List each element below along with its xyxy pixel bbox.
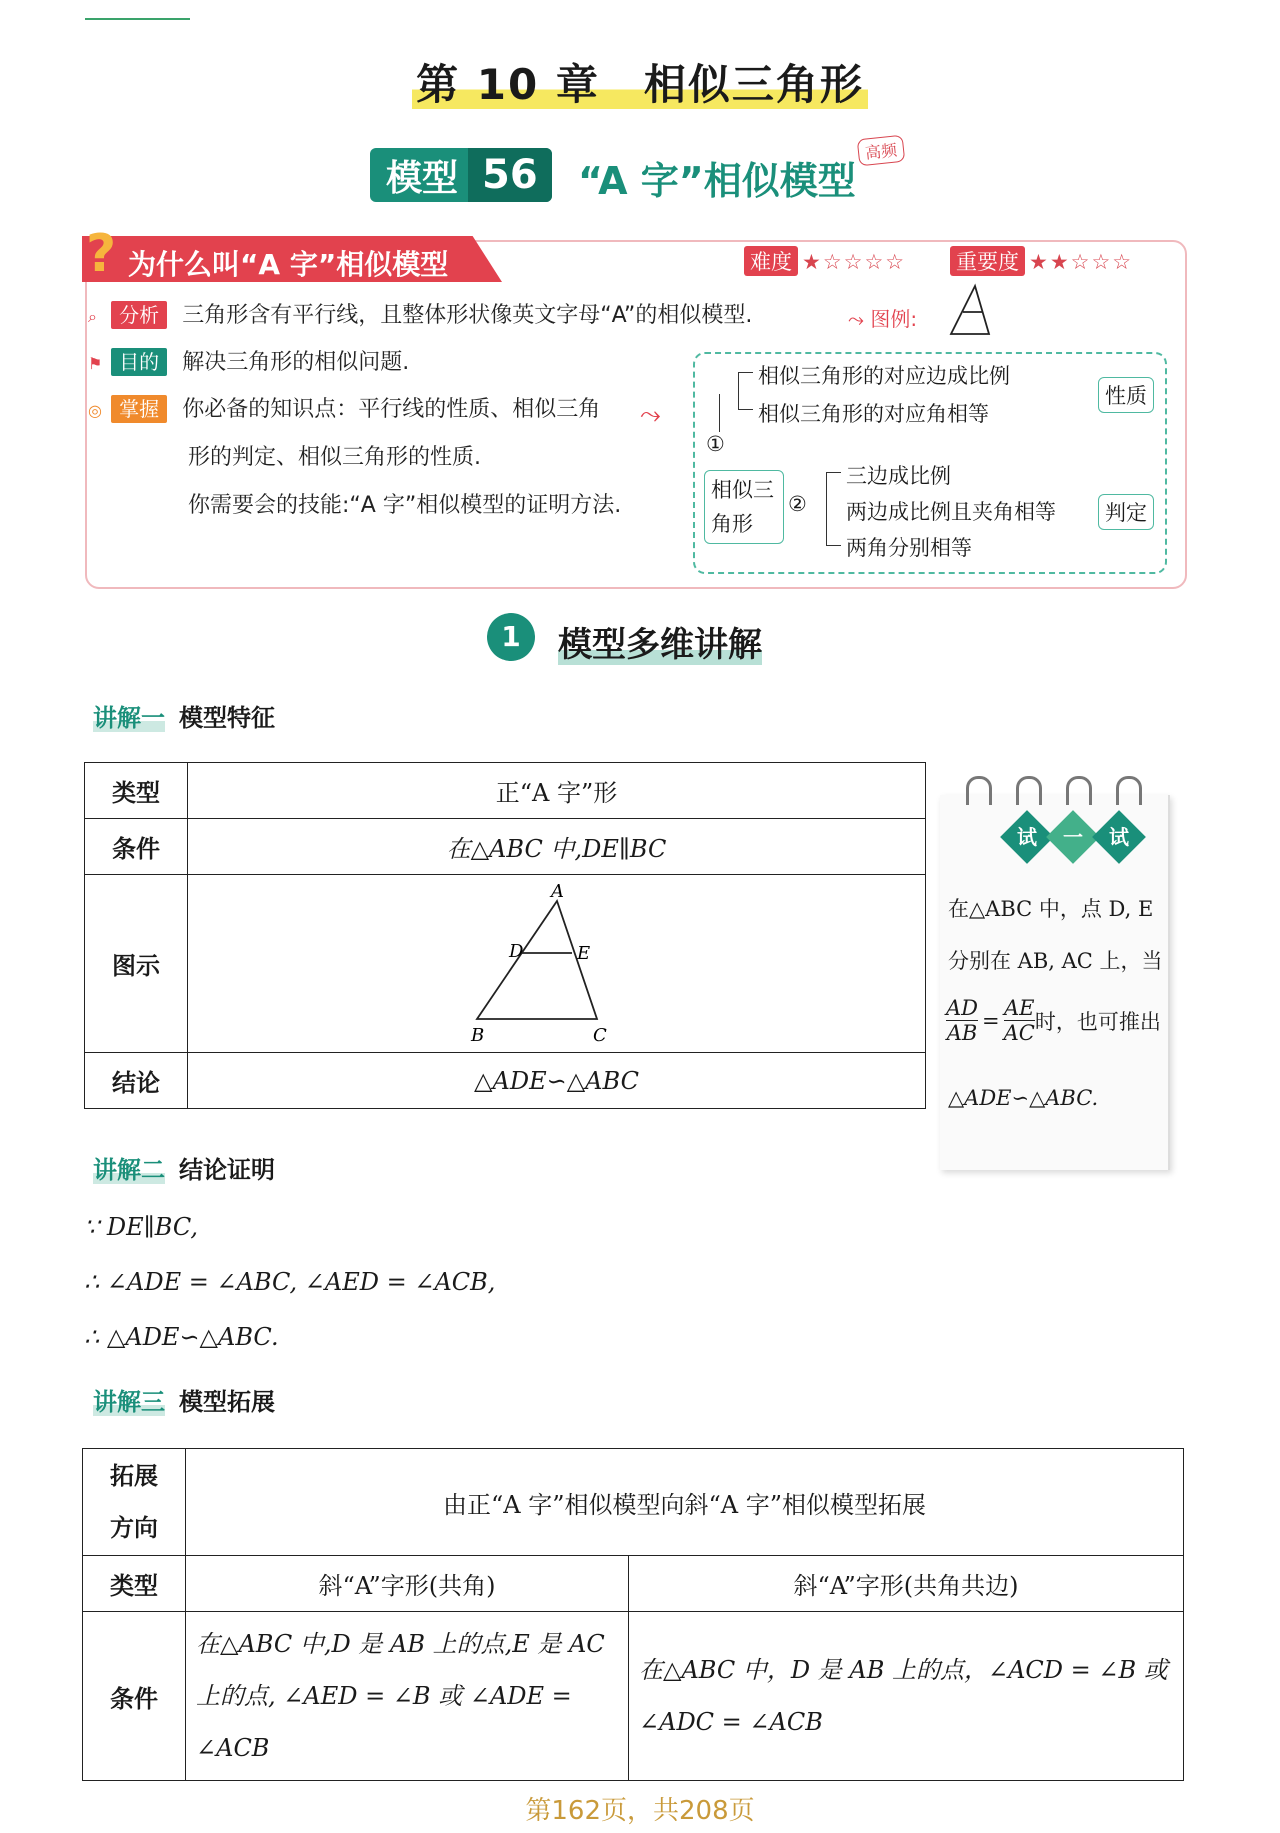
- vertex-label-d: D: [508, 940, 523, 962]
- check-icon: ◎: [88, 401, 102, 420]
- table-cell: [188, 875, 926, 1053]
- analysis-tag: 分析: [111, 301, 167, 329]
- connector-line: [719, 394, 720, 432]
- table-header-cell: 条件: [83, 1612, 186, 1781]
- table-cell: 斜“A”字形(共角共边): [629, 1556, 1184, 1612]
- master-row: [88, 392, 600, 423]
- model-name: “A 字”相似模型: [578, 159, 856, 203]
- page-footer: 第162页，共208页: [525, 1796, 755, 1826]
- table-cell: 由正“A 字”相似模型向斜“A 字”相似模型拓展: [186, 1449, 1184, 1556]
- master-line-2: 形的判定、相似三角形的性质.: [188, 445, 481, 470]
- table-row: [83, 1556, 1184, 1612]
- property-label: 性质: [1098, 377, 1154, 413]
- binder-ring-icon: [1116, 776, 1142, 805]
- analysis-row: [88, 298, 752, 329]
- table-header-cell: 类型: [85, 763, 188, 819]
- judge-item: 三边成比例: [846, 464, 951, 488]
- importance-stars: ★★☆☆☆: [1029, 250, 1134, 274]
- lecture-tag: 讲解三: [93, 1388, 165, 1416]
- master-line-1: 你必备的知识点：平行线的性质、相似三角: [182, 397, 601, 422]
- vertex-label-b: B: [470, 1024, 484, 1046]
- property-number: ①: [706, 432, 725, 456]
- table-header-cell: 拓展 方向: [83, 1449, 186, 1556]
- vertex-label-e: E: [576, 942, 590, 964]
- goal-tag: 目的: [111, 348, 167, 376]
- try-it-badge: 试 一 试: [1004, 818, 1142, 860]
- model-badge: [370, 148, 552, 202]
- table-cell: 斜“A”字形(共角): [186, 1556, 629, 1612]
- example-triangle-icon: [945, 280, 995, 340]
- binder-ring-icon: [966, 776, 992, 805]
- try-line-2: 分别在 AB, AC 上，当: [948, 949, 1163, 973]
- property-item: 相似三角形的对应角相等: [758, 402, 989, 426]
- proof-line: ∴ ∠ADE = ∠ABC, ∠AED = ∠ACB,: [84, 1268, 496, 1296]
- judge-item: 两角分别相等: [846, 536, 972, 560]
- binder-ring-icon: [1066, 776, 1092, 805]
- question-mark-icon: ?: [86, 224, 117, 284]
- top-rule: [85, 18, 190, 20]
- judge-item: 两边成比例且夹角相等: [846, 500, 1056, 524]
- magnifier-icon: ⌕: [88, 307, 97, 326]
- master-tag: 掌握: [111, 395, 167, 423]
- proof-line: ∵ DE∥BC,: [84, 1213, 198, 1241]
- section-title: 模型多维讲解: [558, 625, 762, 665]
- table-row: [83, 1612, 1184, 1781]
- squiggle-arrow-icon: ⤳: [640, 400, 661, 430]
- frequency-tag: 高频: [857, 135, 906, 167]
- table-row: [85, 875, 926, 1053]
- table-row: [85, 819, 926, 875]
- property-item: 相似三角形的对应边成比例: [758, 364, 1010, 388]
- importance-rating: [950, 246, 1133, 276]
- master-line-3: 你需要会的技能:“A 字”相似模型的证明方法.: [188, 493, 622, 518]
- a-shape-triangle-figure: [457, 879, 657, 1049]
- judge-bracket: [826, 472, 841, 546]
- model-feature-table: [84, 762, 926, 1109]
- table-cell: 在△ABC 中,DE∥BC: [188, 819, 926, 875]
- judge-label: 判定: [1098, 494, 1154, 530]
- lecture-heading: [93, 698, 275, 733]
- lecture-heading: [93, 1150, 275, 1185]
- table-row: [83, 1449, 1184, 1556]
- proof-line: ∴ △ADE∽△ABC.: [84, 1323, 279, 1351]
- try-line-3: $\frac{AD}{AB}$ = $\frac{AE}{AC}$ 时，也可推出: [946, 996, 1161, 1045]
- model-label: 模型: [386, 157, 459, 199]
- lecture-tag: 讲解二: [93, 1156, 165, 1184]
- property-bracket: [738, 372, 753, 410]
- table-cell: 在△ABC 中，D 是 AB 上的点，∠ACD = ∠B 或 ∠ADC = ∠ACB: [629, 1612, 1184, 1781]
- difficulty-stars: ★☆☆☆☆: [802, 250, 907, 274]
- table-cell: 在△ABC 中,D 是 AB 上的点,E 是 AC 上的点, ∠AED = ∠B 或 ∠ADE = ∠ACB: [186, 1612, 629, 1781]
- lecture-title: 模型特征: [179, 704, 275, 732]
- example-label: ⤳ 图例:: [848, 307, 918, 331]
- lecture-heading: [93, 1382, 275, 1417]
- binder-ring-icon: [1016, 776, 1042, 805]
- table-header-cell: 结论: [85, 1053, 188, 1109]
- importance-label: 重要度: [950, 246, 1025, 276]
- goal-row: [88, 345, 409, 376]
- model-extension-table: [82, 1448, 1184, 1781]
- lecture-tag: 讲解一: [93, 704, 165, 732]
- intro-heading: 为什么叫“A 字”相似模型: [128, 248, 449, 281]
- goal-text: 解决三角形的相似问题.: [182, 350, 410, 375]
- table-header-cell: 类型: [83, 1556, 186, 1612]
- lecture-title: 结论证明: [179, 1156, 275, 1184]
- difficulty-label: 难度: [744, 246, 798, 276]
- chapter-title: 第 10 章 相似三角形: [0, 52, 1280, 112]
- try-line-1: 在△ABC 中，点 D, E: [948, 897, 1154, 921]
- judge-number: ②: [788, 492, 807, 516]
- knowledge-center: 相似三 角形: [704, 470, 784, 544]
- table-cell: △ADE∽△ABC: [188, 1053, 926, 1109]
- vertex-label-a: A: [550, 880, 564, 902]
- section-number: 1: [487, 613, 535, 661]
- table-header-cell: 条件: [85, 819, 188, 875]
- vertex-label-c: C: [592, 1024, 607, 1046]
- lecture-title: 模型拓展: [179, 1388, 275, 1416]
- table-header-cell: 图示: [85, 875, 188, 1053]
- flag-icon: ⚑: [88, 354, 103, 373]
- difficulty-rating: [744, 246, 906, 276]
- table-row: [85, 763, 926, 819]
- model-number: 56: [468, 148, 552, 202]
- try-line-4: △ADE∽△ABC.: [948, 1086, 1099, 1110]
- table-row: [85, 1053, 926, 1109]
- table-cell: 正“A 字”形: [188, 763, 926, 819]
- analysis-text: 三角形含有平行线，且整体形状像英文字母“A”的相似模型.: [182, 303, 753, 328]
